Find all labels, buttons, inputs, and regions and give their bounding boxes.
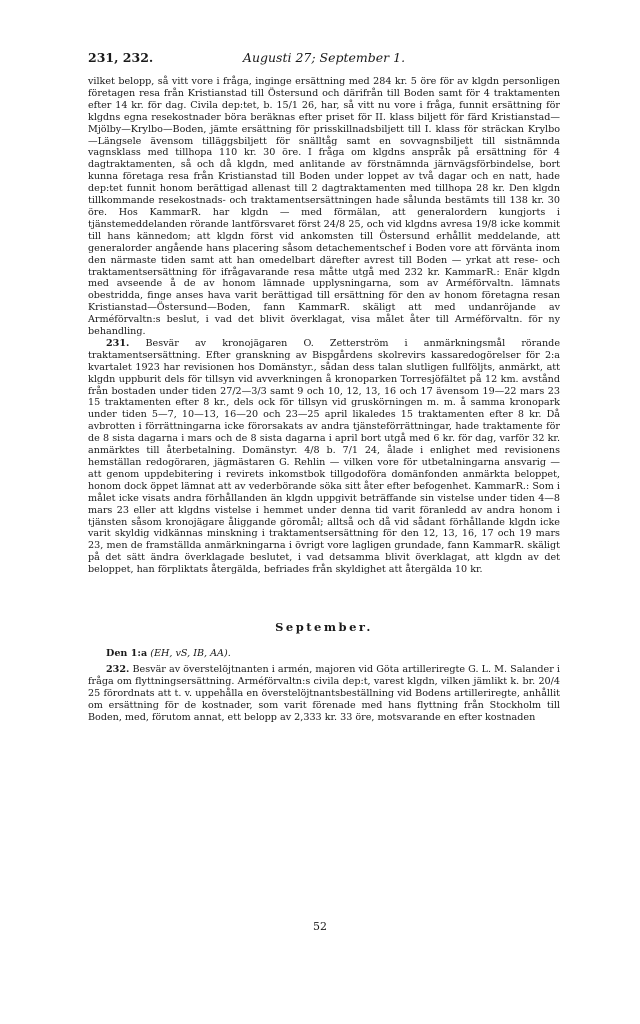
case-232-text: Besvär av överstelöjtnanten i armén, majoren vid Göta artilleriregte G. L. M. Salander i fråga om flyttningsersättning. Arméförvaltn:s civila dep:t, varest klgdn, vilken jämlikt k. br. 20/4 25 förordnats att t. v. uppehålla en överstelöjtnantsbeställning vid Bodens artilleriregte, anhållit om ersättning för de kostnader, som varit förenade med hans flyttning från Stockholm till Boden, med, förutom annat, ett belopp av 2,333 kr. 33 öre, motsvarande en efter kostnaden (88, 664, 560, 723)
paragraph-case-232 (88, 664, 560, 724)
header-date: Augusti 27; September 1. (242, 50, 406, 65)
page-number: 52 (313, 920, 327, 933)
sitting-members: (EH, vS, IB, AA). (150, 648, 231, 660)
paragraph-continued: vilket belopp, så vitt vore i fråga, inginge ersättning med 284 kr. 5 öre för av klgdn personligen företagen resa från Kristianstad till Östersund och därifrån till Boden samt för 4 traktamenten efter 14 kr. för dag. Civila dep:tet, b. 15/1 26, har, så vitt nu vore i fråga, funnit ersättning för klgdns egna resekostnader böra beräknas efter priset för II. klass biljett för färd Kristianstad—Mjölby—Krylbo—Boden, jämte ersättning för prisskillnadsbiljett till I. klass för sträckan Krylbo—Längsele ävensom tilläggsbiljett för snälltåg samt en sovvagnsbiljett till sistnämnda vagnsklass med tillhopa 110 kr. 30 öre. I fråga om klgdns anspråk på ersättning för 4 dagtraktamenten, så och då klgdn, med anlitande av förstnämnda järnvägsförbindelse, bort kunna företaga resa från Kristianstad till Boden under loppet av två dagar och en natt, hade dep:tet funnit honom berättigad allenast till 2 dagtraktamenten med tillhopa 28 kr. Den klgdn tillkommande resekostnads- och traktamentsersättningen hade sålunda bestämts till 138 kr. 30 öre. Hos KammarR. har klgdn — med förmälan, att generalordern kungjorts i tjänstemeddelanden rörande lantförsvaret först 24/8 25, och vid klgdns avresa 19/8 icke kommit till hans kännedom; att klgdn först vid ankomsten till Östersund erhållit meddelande, att generalorder angående hans placering såsom detachementschef i Boden vore att förvänta inom den närmaste tiden samt att han omedelbart därefter avrest till Boden — yrkat att rese- och traktamentsersättning för ifrågavarande resa måtte utgå med 232 kr. KammarR.: Enär klgdn med avseende å de av honom lämnade upplysningarna, som av Arméförvaltn. lämnats obestridda, finge anses hava varit berättigad till ersättning för den av honom företagna resan Kristianstad—Östersund—Boden, fann KammarR. skäligt att med undanröjande av Arméförvaltn:s beslut, i vad det blivit överklagat, visa målet åter till Arméförvaltn. för ny behandling. (88, 76, 560, 338)
document-page (88, 50, 560, 724)
body-text (88, 76, 560, 576)
sitting-date: Den 1:a (106, 648, 148, 660)
sitting-line (88, 648, 560, 660)
paragraph-case-231 (88, 338, 560, 576)
header-case-numbers: 231, 232. (88, 50, 154, 65)
case-231-text: Besvär av kronojägaren O. Zetterström i anmärkningsmål rörande traktamentsersättning. Efter granskning av Bispgårdens skolrevirs kassaredogörelser för 2:a kvartalet 1923 har revisionen hos Domänstyr., sådan dess talan slutligen fullföljts, anmärkt, att klgdn uppburit dels för tillsyn vid avverkningen å kronoparken Torresjöfältet på 12 km. avstånd från bostaden under tiden 27/2—3/3 samt 9 och 10, 12, 13, 16 och 17 ävensom 19—22 mars 23 15 traktamenten efter 8 kr., dels ock för tillsyn vid gruskörningen m. m. å samma kronopark under tiden 5—7, 10—13, 16—20 och 23—25 april likaledes 15 traktamenten efter 8 kr. Då avbrotten i förrättningarna icke förorsakats av andra tjänsteförrättningar, hade traktamente för de 8 sista dagarna i mars och de 8 sista dagarna i april bort utgå med 6 kr. för dag, varför 32 kr. anmärktes till återbetalning. Domänstyr. 4/8 b. 7/1 24, ålade i enlighet med revisionens hemställan redogöraren, jägmästaren G. Rehlin — vilken vore för utbetalningarna ansvarig — att genom uppdebitering i revirets inkomstbok tillgodoföra domänfonden anmärkta beloppet, honom dock öppet lämnat att av vederbörande söka sitt åter efter befogenhet. KammarR.: Som i målet icke visats andra förhållanden än klgdn uppgivit beträffande sin vistelse under tiden 4—8 mars 23 eller att klgdns vistelse i hemmet under denna tid varit föranledd av andra honom i tjänsten såsom kronojägare åliggande göromål; alltså och då vid sådant förhållande klgdn icke varit skyldig vidkännas minskning i traktamentsersättning för den 12, 13, 16, 17 och 19 mars 23, men de framställda anmärkningarna i övrigt vore lagligen grundade, fann KammarR. skäligt på det sätt ändra överklagade beslutet, i vad detsamma blivit överklagat, att klgdn av det beloppet, han förpliktats återgälda, befriades från skyldighet att återgälda 10 kr. (88, 337, 560, 576)
case-number-232: 232. (106, 664, 130, 676)
case-number-231: 231. (106, 337, 130, 349)
section-heading: September. (275, 620, 373, 635)
body-text-september (88, 664, 560, 724)
running-header (88, 50, 560, 72)
section-spacer (88, 576, 560, 620)
